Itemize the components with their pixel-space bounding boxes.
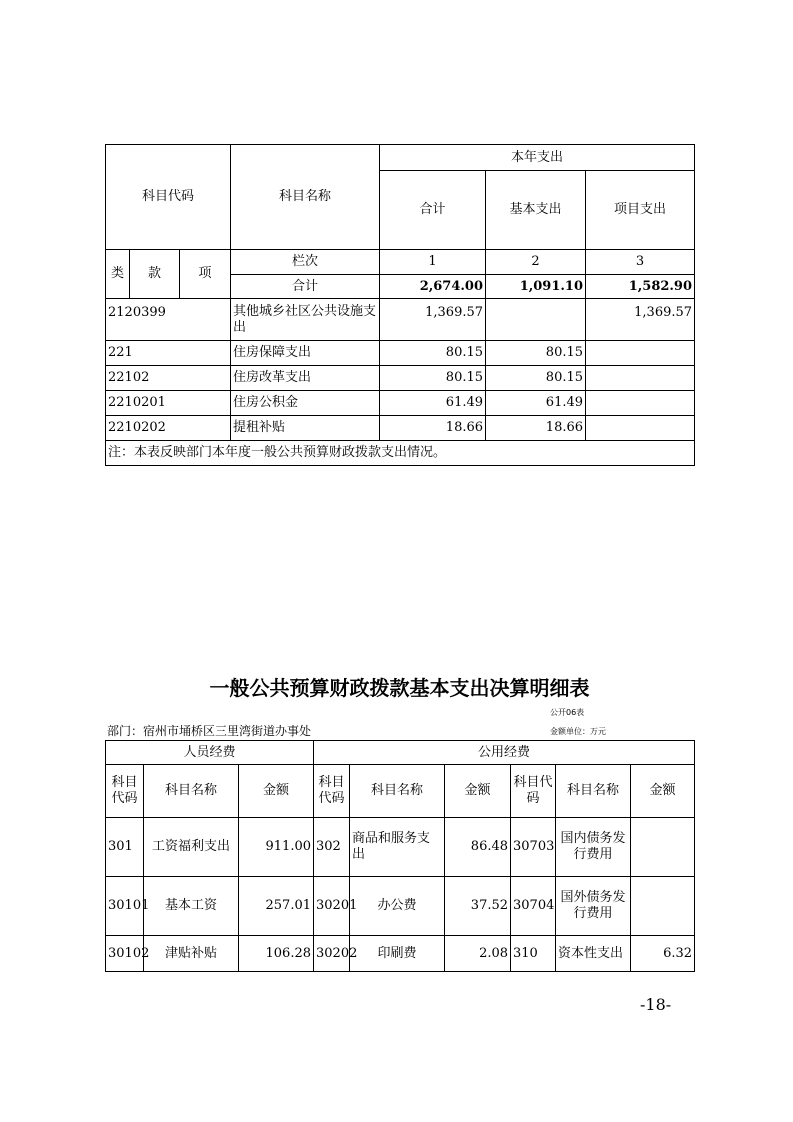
row-project [586, 341, 695, 366]
row-total: 80.15 [380, 366, 486, 391]
header-lei: 类 [106, 250, 130, 299]
table-row [106, 366, 695, 391]
row-basic: 18.66 [486, 416, 586, 441]
row-basic: 80.15 [486, 366, 586, 391]
table-row [106, 877, 695, 936]
col-num-2: 2 [486, 250, 586, 275]
row-code: 310 [511, 936, 556, 972]
header-total: 合计 [380, 171, 486, 250]
row-name: 办公费 [350, 877, 445, 936]
row-name: 基本工资 [144, 877, 239, 936]
row-total: 1,369.57 [380, 299, 486, 341]
header-basic: 基本支出 [486, 171, 586, 250]
row-project [586, 366, 695, 391]
row-name: 其他城乡社区公共设施支出 [231, 299, 380, 341]
row-code: 302 [314, 818, 350, 877]
row-name: 国内债务发行费用 [556, 818, 631, 877]
table-note: 注：本表反映部门本年度一般公共预算财政拨款支出情况。 [106, 441, 695, 466]
header-project: 项目支出 [586, 171, 695, 250]
col-amount-2: 金额 [445, 765, 511, 818]
header-lanci: 栏次 [231, 250, 380, 275]
row-amount: 257.01 [239, 877, 314, 936]
row-code: 2210202 [106, 416, 231, 441]
col-name-1: 科目名称 [144, 765, 239, 818]
row-amount [631, 818, 695, 877]
row-name: 国外债务发行费用 [556, 877, 631, 936]
row-basic [486, 299, 586, 341]
table-row [106, 936, 695, 972]
row-amount: 911.00 [239, 818, 314, 877]
group-personnel: 人员经费 [106, 741, 314, 765]
row-name: 住房保障支出 [231, 341, 380, 366]
row-total: 18.66 [380, 416, 486, 441]
row-code: 221 [106, 341, 231, 366]
amount-unit: 金额单位：万元 [550, 727, 606, 736]
table-row [106, 341, 695, 366]
row-name: 住房公积金 [231, 391, 380, 416]
total-row-total: 2,674.00 [380, 275, 486, 299]
row-amount: 2.08 [445, 936, 511, 972]
row-code: 30202 [314, 936, 350, 972]
row-code: 30703 [511, 818, 556, 877]
row-name: 住房改革支出 [231, 366, 380, 391]
header-xiang: 项 [180, 250, 231, 299]
table-row [106, 416, 695, 441]
col-code-1: 科目代码 [106, 765, 144, 818]
col-code-2: 科目代码 [314, 765, 350, 818]
table-row [106, 818, 695, 877]
table2-title: 一般公共预算财政拨款基本支出决算明细表 [209, 676, 590, 700]
form-number: 公开06表 [550, 708, 585, 717]
row-name: 津贴补贴 [144, 936, 239, 972]
row-amount: 86.48 [445, 818, 511, 877]
row-code: 2120399 [106, 299, 231, 341]
row-name: 提租补贴 [231, 416, 380, 441]
row-code: 30201 [314, 877, 350, 936]
expenditure-table [105, 144, 695, 466]
row-total: 61.49 [380, 391, 486, 416]
table-row [106, 391, 695, 416]
row-project: 1,369.57 [586, 299, 695, 341]
header-kuan: 款 [130, 250, 180, 299]
row-code: 30102 [106, 936, 144, 972]
group-public: 公用经费 [314, 741, 695, 765]
total-row-project: 1,582.90 [586, 275, 695, 299]
header-subject-name: 科目名称 [231, 145, 380, 250]
row-basic: 80.15 [486, 341, 586, 366]
row-code: 22102 [106, 366, 231, 391]
row-project [586, 391, 695, 416]
row-name: 印刷费 [350, 936, 445, 972]
col-num-3: 3 [586, 250, 695, 275]
row-amount: 37.52 [445, 877, 511, 936]
col-amount-1: 金额 [239, 765, 314, 818]
col-amount-3: 金额 [631, 765, 695, 818]
row-project [586, 416, 695, 441]
header-this-year: 本年支出 [380, 145, 695, 171]
row-total: 80.15 [380, 341, 486, 366]
row-amount [631, 877, 695, 936]
col-name-3: 科目名称 [556, 765, 631, 818]
total-row-label: 合计 [231, 275, 380, 299]
header-subject-code: 科目代码 [106, 145, 231, 250]
col-num-1: 1 [380, 250, 486, 275]
page-number: -18- [640, 995, 672, 1014]
department-label: 部门：宿州市埇桥区三里湾街道办事处 [107, 724, 312, 738]
row-code: 301 [106, 818, 144, 877]
row-amount: 6.32 [631, 936, 695, 972]
table-row [106, 299, 695, 341]
row-name: 资本性支出 [556, 936, 631, 972]
total-row-basic: 1,091.10 [486, 275, 586, 299]
row-code: 30704 [511, 877, 556, 936]
col-name-2: 科目名称 [350, 765, 445, 818]
row-code: 30101 [106, 877, 144, 936]
row-amount: 106.28 [239, 936, 314, 972]
row-basic: 61.49 [486, 391, 586, 416]
col-code-3: 科目代码 [511, 765, 556, 818]
basic-expenditure-detail-table [105, 740, 695, 972]
row-code: 2210201 [106, 391, 231, 416]
row-name: 商品和服务支出 [350, 818, 445, 877]
row-name: 工资福利支出 [144, 818, 239, 877]
